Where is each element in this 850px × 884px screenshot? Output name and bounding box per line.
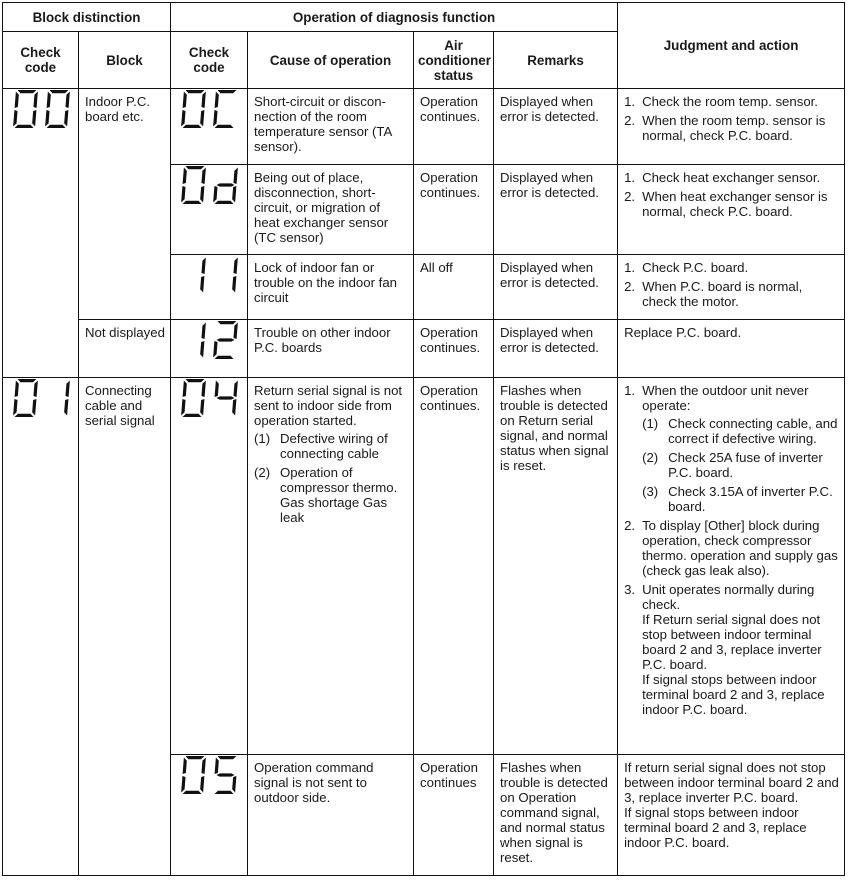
judgment-substep-number: (3) [642,484,659,499]
judgment-step-text: Check heat exchanger sensor. [642,170,821,185]
header-block: Block [79,32,171,89]
remarks-cell [494,320,618,378]
table-row [3,378,845,755]
block-check-code-cell [3,89,79,378]
cause-item-text: Operation of compressor thermo. Gas shortage Gas leak [280,465,398,525]
cause-item-number: (2) [254,465,271,480]
judgment-step-number: 2. [624,189,636,204]
segment-c [232,276,236,293]
header-diag-check-code: Check code [171,32,248,89]
segment-f [183,168,187,185]
remarks-cell [494,255,618,320]
block-name-cell [79,89,171,320]
judgment-step-number: 2. [624,279,636,294]
cause-item-text: Defective wiring of connecting cable [280,431,388,461]
segment-a [186,90,205,93]
remarks-cell [494,165,618,255]
seven-segment-display [177,89,241,129]
segment-e [213,341,217,358]
segment-f [183,92,187,109]
remarks-text: Flashes when trouble is detected on Return serial signal, and normal status when signal is reset. [500,383,609,473]
segment-e [213,186,217,203]
remarks-text: Displayed when error is detected. [500,170,599,200]
table-row [3,89,845,165]
judgment-step-text: To display [Other] block during operation, check compressor thermo. operation and supply gas (check gas leak also). [642,518,838,578]
judgment-step-number: 1. [624,260,636,275]
segment-b [65,381,69,398]
segment-c [200,399,204,416]
judgment-step [624,518,839,578]
status-text: Operation continues. [420,94,481,124]
judgment-list [624,383,839,717]
judgment-step [624,383,839,514]
header-operation-of-diagnosis: Operation of diagnosis function [171,3,618,32]
segment-b [201,92,205,109]
cause-text: Lock of indoor fan or trouble on the indoor fan circuit [254,260,397,305]
cause-cell [248,320,414,378]
header-ac-status: Air conditioner status [414,32,494,89]
segment-f [46,92,50,109]
segment-g [217,338,235,341]
judgment-step [624,260,839,275]
judgment-step [624,189,839,219]
segment-d [14,414,33,417]
cause-item-list [254,431,408,525]
segment-f [183,381,187,398]
remarks-text: Flashes when trouble is detected on Operation command signal, and normal status when signal is reset. [500,760,608,865]
judgment-cell [618,320,845,378]
segment-c [200,276,204,293]
judgment-substep [642,416,839,446]
segment-a [186,756,205,759]
segment-c [200,110,204,127]
segment-f [215,92,219,109]
judgment-paragraph: If signal stops between indoor terminal board 2 and 3, replace indoor P.C. board. [642,672,825,717]
judgment-list [624,170,839,219]
header-block-distinction: Block distinction [3,3,171,32]
segment-e [45,110,49,127]
segment-b [65,92,69,109]
segment-d [215,201,234,204]
segment-b [233,258,237,275]
segment-d [183,791,202,794]
segment-e [13,399,17,416]
status-cell [414,320,494,378]
judgment-cell [618,378,845,755]
segment-c [232,186,236,203]
segment-d [183,201,202,204]
judgment-substep-number: (1) [642,416,659,431]
seven-segment-display [177,378,241,418]
cause-text: Operation command signal is not sent to outdoor side. [254,760,374,805]
segment-a [218,321,237,324]
segment-e [181,186,185,203]
judgment-paragraph: If return serial signal does not stop between indoor terminal board 2 and 3, replace inverter P.C. board. [624,760,839,805]
seven-segment-display [177,165,241,205]
segment-a [186,379,205,382]
segment-d [183,414,202,417]
segment-c [64,399,68,416]
judgment-step-text: When P.C. board is normal, check the motor. [642,279,803,309]
judgment-substep-text: Check 25A fuse of inverter P.C. board. [668,450,823,480]
segment-a [218,90,237,93]
segment-a [218,756,237,759]
seven-segment-display [177,755,241,795]
segment-d [215,125,234,128]
segment-e [181,776,185,793]
segment-e [13,110,17,127]
segment-a [186,166,205,169]
judgment-substep [642,450,839,480]
judgment-substep-list [642,416,839,514]
cause-text: Being out of place, disconnection, short-circuit, or migration of heat exchanger sensor (TC sensor) [254,170,389,245]
check-code-cell [171,165,248,255]
judgment-cell [618,255,845,320]
status-cell [414,378,494,755]
cause-text: Trouble on other indoor P.C. boards [254,325,391,355]
check-code-cell [171,378,248,755]
status-cell [414,89,494,165]
cause-cell [248,378,414,755]
judgment-cell [618,755,845,876]
block-name: Connecting cable and serial signal [85,383,155,428]
segment-b [33,92,37,109]
block-check-code-cell [3,378,79,876]
seven-segment-display [9,89,73,129]
segment-b [201,168,205,185]
judgment-step [624,279,839,309]
status-cell [414,755,494,876]
judgment-cell [618,165,845,255]
block-name: Not displayed [85,325,165,340]
block-name: Indoor P.C. board etc. [85,94,151,124]
block-name-cell [79,378,171,876]
judgment-substep-text: Check connecting cable, and correct if defective wiring. [668,416,838,446]
segment-g [217,773,235,776]
status-cell [414,165,494,255]
segment-c [232,399,236,416]
segment-b [233,168,237,185]
segment-b [233,381,237,398]
judgment-list [624,260,839,309]
segment-b [33,381,37,398]
header-cause: Cause of operation [248,32,414,89]
segment-f [215,758,219,775]
remarks-cell [494,89,618,165]
segment-b [201,323,205,340]
judgment-paragraph: If signal stops between indoor terminal board 2 and 3, replace indoor P.C. board. [624,805,807,850]
judgment-step-text: When the outdoor unit never operate: [642,383,809,413]
segment-b [233,323,237,340]
seven-segment-display [177,320,241,360]
cause-item-number: (1) [254,431,271,446]
remarks-cell [494,755,618,876]
judgment-cell [618,89,845,165]
check-code-cell [171,255,248,320]
judgment-step [624,94,839,109]
segment-g [217,183,235,186]
judgment-step-text: When heat exchanger sensor is normal, check P.C. board. [642,189,828,219]
segment-f [183,758,187,775]
check-code-cell [171,755,248,876]
segment-d [46,125,65,128]
header-block-check-code: Check code [3,32,79,89]
judgment-step-number: 1. [624,383,636,398]
segment-d [215,791,234,794]
status-text: Operation continues. [420,383,481,413]
judgment-step-number: 2. [624,113,636,128]
judgment-step [624,582,839,717]
segment-c [200,341,204,358]
judgment-step-number: 1. [624,94,636,109]
table-row [3,320,845,378]
cause-cell [248,89,414,165]
judgment-paragraph: If Return serial signal does not stop between indoor terminal board 2 and 3, replace inverter P.C. board. [642,612,822,672]
status-cell [414,255,494,320]
segment-d [14,125,33,128]
remarks-text: Displayed when error is detected. [500,325,599,355]
status-text: Operation continues. [420,170,481,200]
cause-text: Return serial signal is not sent to indoor side from operation started. [254,383,403,428]
segment-e [181,399,185,416]
status-text: All off [420,260,453,275]
cause-cell [248,755,414,876]
status-text: Operation continues. [420,325,481,355]
segment-b [201,758,205,775]
cause-item [254,431,408,461]
segment-e [181,110,185,127]
remarks-text: Displayed when error is detected. [500,260,599,290]
segment-f [14,381,18,398]
segment-d [215,356,234,359]
status-text: Operation continues [420,760,478,790]
cause-item [254,465,408,525]
segment-a [49,90,68,93]
segment-c [200,186,204,203]
segment-c [200,776,204,793]
check-code-cell [171,320,248,378]
judgment-text: Replace P.C. board. [624,325,742,340]
segment-a [17,379,36,382]
cause-cell [248,165,414,255]
segment-c [32,399,36,416]
judgment-substep-text: Check 3.15A of inverter P.C. board. [668,484,833,514]
segment-b [201,258,205,275]
judgment-step-text: Check the room temp. sensor. [642,94,818,109]
judgment-substep [642,484,839,514]
remarks-text: Displayed when error is detected. [500,94,599,124]
header-judgment-and-action: Judgment and action [618,3,845,89]
judgment-step-text: When the room temp. sensor is normal, check P.C. board. [642,113,826,143]
judgment-step-text: Check P.C. board. [642,260,749,275]
header-remarks: Remarks [494,32,618,89]
segment-g [217,396,235,399]
segment-d [183,125,202,128]
segment-f [215,381,219,398]
seven-segment-display [9,378,73,418]
segment-c [64,110,68,127]
judgment-step-number: 3. [624,582,636,597]
judgment-list [624,94,839,143]
judgment-step-number: 1. [624,170,636,185]
remarks-cell [494,378,618,755]
judgment-step [624,170,839,185]
segment-a [17,90,36,93]
segment-c [232,776,236,793]
segment-c [32,110,36,127]
judgment-step-text: Unit operates normally during check. [642,582,815,612]
judgment-substep-number: (2) [642,450,659,465]
seven-segment-display [177,255,241,295]
judgment-step-number: 2. [624,518,636,533]
cause-cell [248,255,414,320]
cause-text: Short-circuit or discon-nection of the room temperature sensor (TA sensor). [254,94,392,154]
check-code-cell [171,89,248,165]
segment-f [14,92,18,109]
segment-e [213,110,217,127]
segment-b [201,381,205,398]
judgment-step [624,113,839,143]
diagnosis-table [2,2,845,876]
block-name-cell [79,320,171,378]
